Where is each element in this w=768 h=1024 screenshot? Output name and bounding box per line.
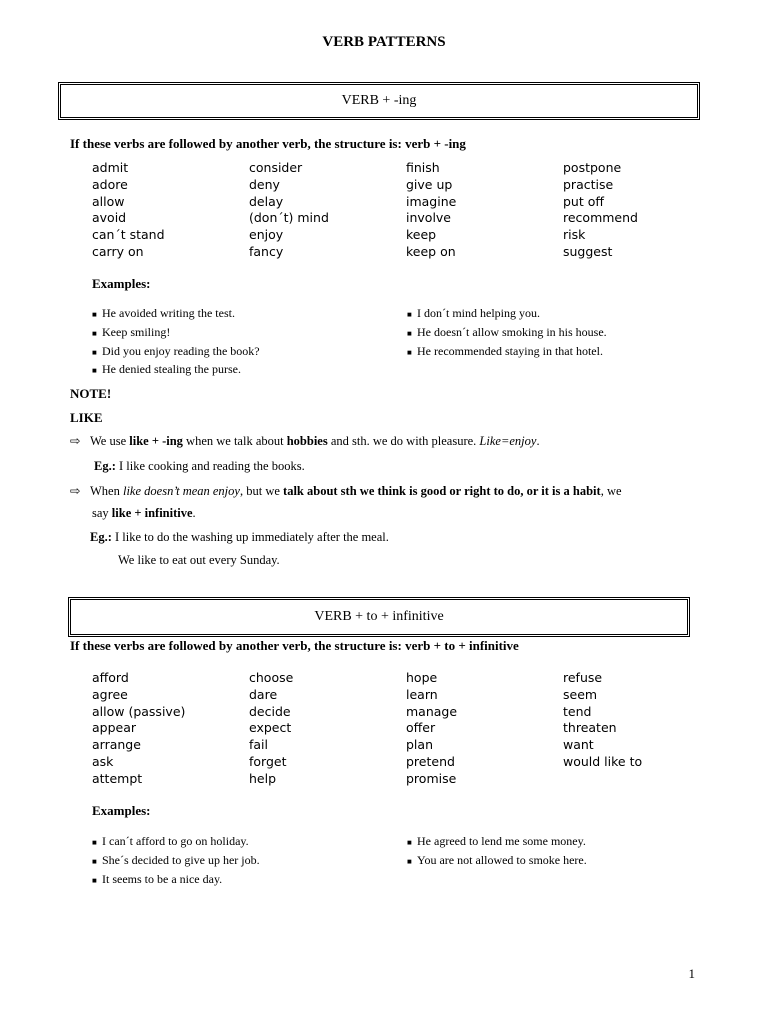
- verb-item: dare: [249, 686, 278, 702]
- example-item: [92, 871, 260, 890]
- verb-item: imagine: [406, 193, 457, 209]
- arrow-icon: ⇨: [70, 484, 81, 498]
- bullet-icon: ■: [92, 328, 97, 338]
- bullet-icon: ■: [92, 838, 97, 847]
- verb-item: forget: [249, 753, 287, 769]
- example-text: She´s decided to give up her job.: [102, 852, 260, 867]
- bullet-icon: ■: [92, 875, 97, 885]
- note-paragraph-2: ⇨ When like doesn’t mean enjoy, but we talk about sth we think is good or right to do, or it is a habit, we: [70, 484, 622, 498]
- bullet-icon: ■: [92, 856, 97, 866]
- example-2: Eg.: I like to do the washing up immediately after the meal.: [90, 530, 389, 544]
- example-text: Keep smiling!: [102, 324, 171, 339]
- like-label: LIKE: [70, 410, 103, 425]
- examples-label: Examples:: [92, 803, 151, 818]
- verb-item: ask: [92, 753, 114, 769]
- verb-item: keep on: [406, 243, 456, 259]
- verb-list-ing: [92, 160, 720, 261]
- verb-item: put off: [563, 193, 604, 209]
- bullet-icon: ■: [407, 856, 412, 866]
- section-heading-infinitive: VERB + to + infinitive: [68, 597, 690, 637]
- verb-item: carry on: [92, 243, 144, 259]
- example-item: [92, 305, 260, 324]
- example-1: Eg.: I like cooking and reading the books.: [94, 459, 305, 473]
- example-text: You are not allowed to smoke here.: [417, 852, 587, 867]
- verb-item: help: [249, 770, 277, 786]
- arrow-icon: ⇨: [70, 434, 81, 448]
- verb-item: agree: [92, 686, 128, 702]
- bullet-icon: ■: [92, 347, 97, 357]
- examples-left: [92, 833, 260, 889]
- verb-item: seem: [563, 686, 598, 702]
- example-text: He denied stealing the purse.: [102, 362, 241, 377]
- verb-item: attempt: [92, 770, 143, 786]
- verb-item: practise: [563, 176, 614, 192]
- verb-item: recommend: [563, 210, 638, 226]
- verb-item: expect: [249, 720, 292, 736]
- example-item: [407, 852, 587, 871]
- verb-list-infinitive: [92, 670, 720, 788]
- note-label: NOTE!: [70, 386, 112, 401]
- bullet-icon: ■: [407, 310, 412, 319]
- verb-item: promise: [406, 770, 457, 786]
- example-item: [407, 343, 607, 362]
- example-item: [92, 324, 260, 343]
- example-text: He recommended staying in that hotel.: [417, 343, 603, 358]
- note-paragraph-2-cont: say like + infinitive.: [92, 506, 196, 520]
- verb-item: fancy: [249, 243, 284, 259]
- verb-item: keep: [406, 227, 437, 243]
- verb-item: enjoy: [249, 227, 284, 243]
- example-item: [92, 343, 260, 362]
- verb-item: (don´t) mind: [249, 210, 329, 226]
- examples-label: Examples:: [92, 276, 151, 291]
- section-heading-ing: VERB + -ing: [58, 82, 700, 120]
- examples-left: [92, 305, 260, 380]
- verb-item: decide: [249, 703, 291, 719]
- verb-item: fail: [249, 737, 269, 753]
- page-number: 1: [688, 966, 695, 981]
- example-text: I don´t mind helping you.: [417, 306, 540, 320]
- example-text: I can´t afford to go on holiday.: [102, 834, 249, 848]
- verb-item: admit: [92, 160, 129, 175]
- example-text: He agreed to lend me some money.: [417, 834, 586, 848]
- example-item: [407, 305, 607, 324]
- example-item: [407, 324, 607, 343]
- verb-item: consider: [249, 160, 303, 175]
- section1-intro: If these verbs are followed by another verb, the structure is: verb + -ing: [70, 136, 466, 151]
- page-title: VERB PATTERNS: [322, 34, 446, 50]
- example-item: [92, 852, 260, 871]
- verb-item: allow: [92, 193, 125, 209]
- verb-item: give up: [406, 176, 453, 192]
- note-paragraph-1: ⇨ We use like + -ing when we talk about hobbies and sth. we do with pleasure. Like=enjoy.: [70, 434, 540, 448]
- verb-item: manage: [406, 703, 458, 719]
- examples-right: [407, 305, 607, 361]
- verb-item: finish: [406, 160, 440, 175]
- examples-right: [407, 833, 587, 871]
- verb-item: postpone: [563, 160, 622, 175]
- section2-intro: If these verbs are followed by another verb, the structure is: verb + to + infinitive: [70, 638, 519, 653]
- bullet-icon: ■: [407, 328, 412, 338]
- verb-item: involve: [406, 210, 452, 226]
- verb-item: risk: [563, 227, 586, 243]
- verb-item: plan: [406, 737, 433, 753]
- verb-item: avoid: [92, 210, 127, 226]
- verb-item: delay: [249, 193, 284, 209]
- verb-item: offer: [406, 720, 436, 736]
- verb-item: [563, 771, 720, 788]
- example-text: Did you enjoy reading the book?: [102, 343, 260, 358]
- bullet-icon: ■: [92, 310, 97, 319]
- bullet-icon: ■: [407, 347, 412, 357]
- verb-item: suggest: [563, 243, 613, 259]
- verb-item: threaten: [563, 720, 617, 736]
- verb-item: want: [563, 737, 594, 753]
- verb-item: learn: [406, 686, 438, 702]
- bullet-icon: ■: [407, 838, 412, 847]
- example-text: He avoided writing the test.: [102, 306, 235, 320]
- verb-item: refuse: [563, 670, 603, 685]
- example-text: He doesn´t allow smoking in his house.: [417, 324, 607, 339]
- example-2-cont: We like to eat out every Sunday.: [118, 553, 280, 567]
- verb-item: deny: [249, 176, 280, 192]
- example-text: It seems to be a nice day.: [102, 871, 223, 886]
- example-item: [407, 833, 587, 852]
- example-item: [92, 833, 260, 852]
- verb-item: appear: [92, 720, 137, 736]
- verb-item: adore: [92, 176, 128, 192]
- verb-item: pretend: [406, 753, 455, 769]
- example-item: [92, 361, 260, 380]
- verb-item: allow (passive): [92, 703, 186, 719]
- verb-item: choose: [249, 670, 294, 685]
- verb-item: afford: [92, 670, 129, 685]
- bullet-icon: ■: [92, 366, 97, 376]
- verb-item: hope: [406, 670, 438, 685]
- verb-item: arrange: [92, 737, 141, 753]
- verb-item: can´t stand: [92, 227, 165, 243]
- verb-item: would like to: [563, 753, 643, 769]
- verb-item: tend: [563, 703, 592, 719]
